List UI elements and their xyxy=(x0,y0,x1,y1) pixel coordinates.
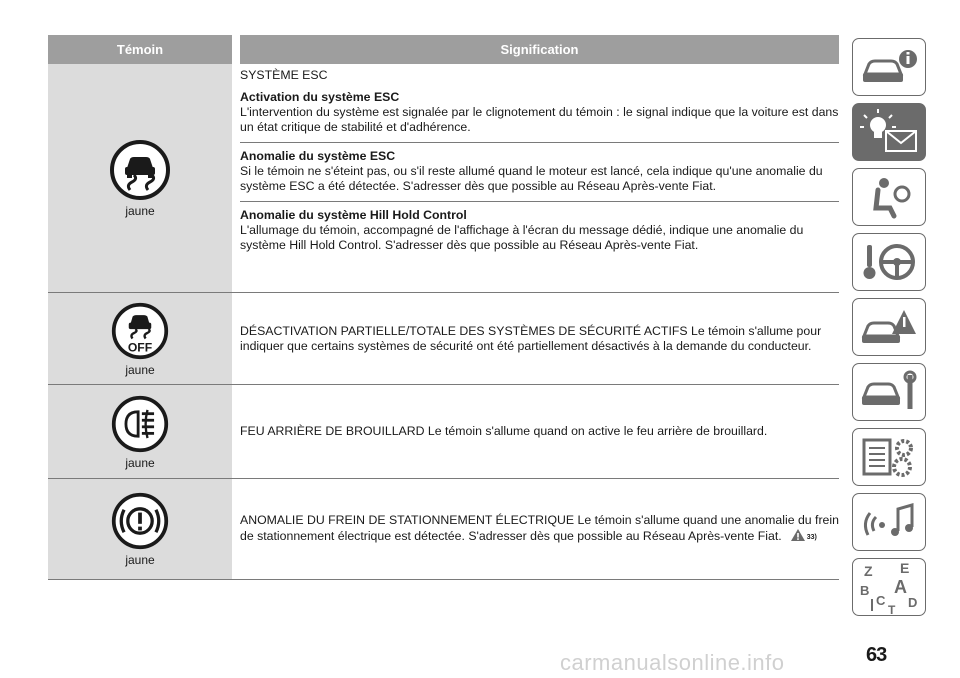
tab-maintenance[interactable] xyxy=(852,363,926,421)
car-accident-warning-icon xyxy=(858,304,920,350)
lamp-color-label: jaune xyxy=(125,362,155,377)
tab-safety[interactable] xyxy=(852,168,926,226)
section-text: L'allumage du témoin, accompagné de l'affichage à l'écran du message dédié, indique une anomalie du système Hill Hold Control. S'adresser dès que possible au Réseau Après-vente Fiat. xyxy=(240,223,804,252)
car-info-icon xyxy=(857,44,921,90)
section-text: Si le témoin ne s'éteint pas, ou s'il reste allumé quand le moteur est lancé, cela indique qu'une anomalie du système ESC a été détectée. S'adresser dès que possible au Réseau Après-vente Fiat. xyxy=(240,164,823,193)
tab-index[interactable] xyxy=(852,558,926,616)
table-row xyxy=(48,64,839,293)
airbag-seat-icon xyxy=(864,174,914,220)
section-heading: Anomalie du système ESC xyxy=(240,149,396,163)
page-number: 63 xyxy=(866,644,887,666)
alphabetical-index-icon xyxy=(856,559,922,615)
esc-off-icon xyxy=(110,301,170,361)
section-heading: Anomalie du système Hill Hold Control xyxy=(240,208,467,222)
svg-text:B: B xyxy=(860,583,870,598)
watermark: carmanualsonline.info xyxy=(560,650,785,675)
lamp-cell xyxy=(48,385,232,478)
tab-starting-driving[interactable] xyxy=(852,233,926,291)
car-maintenance-icon xyxy=(858,369,920,415)
row-title: SYSTÈME ESC xyxy=(240,68,328,82)
lamp-color-label: jaune xyxy=(125,553,155,567)
row-text: Le témoin s'allume quand on active le feu arrière de brouillard. xyxy=(427,424,768,438)
row-title: ANOMALIE DU FREIN DE STATIONNEMENT ÉLECTRIQUE xyxy=(240,513,575,527)
off-label: OFF xyxy=(127,340,153,355)
tab-multimedia[interactable] xyxy=(852,493,926,551)
table-row xyxy=(48,385,839,479)
meaning-cell xyxy=(240,385,839,478)
svg-text:T: T xyxy=(888,603,896,615)
svg-text:Z: Z xyxy=(864,563,873,579)
tab-emergency[interactable] xyxy=(852,298,926,356)
chapter-tabs xyxy=(852,38,928,623)
svg-text:E: E xyxy=(900,560,910,576)
lamp-cell xyxy=(48,64,232,292)
lamp-color-label: jaune xyxy=(125,455,155,470)
meaning-cell xyxy=(240,64,839,292)
row-title: DÉSACTIVATION PARTIELLE/TOTALE DES SYSTÈMES DE SÉCURITÉ ACTIFS xyxy=(240,323,688,338)
table-row xyxy=(48,479,839,580)
svg-text:D: D xyxy=(908,595,918,610)
tab-car-info[interactable] xyxy=(852,38,926,96)
section-heading: Activation du système ESC xyxy=(240,90,400,104)
table-header xyxy=(48,35,839,64)
specifications-gear-icon xyxy=(858,434,920,480)
svg-text:C: C xyxy=(876,593,886,608)
lamp-cell xyxy=(48,293,232,384)
row-text: Le témoin s'allume quand une anomalie du frein de stationnement électrique est détectée. S'adresser dès que possible au Réseau Après-vente Fiat. xyxy=(240,513,839,543)
header-temoin: Témoin xyxy=(116,42,164,57)
meaning-cell xyxy=(240,479,839,579)
svg-text:A: A xyxy=(894,577,907,597)
row-title: FEU ARRIÈRE DE BROUILLARD xyxy=(240,424,425,438)
lamp-cell xyxy=(48,479,232,579)
meaning-cell xyxy=(240,293,839,384)
rear-fog-light-icon xyxy=(110,394,170,454)
esc-skid-icon xyxy=(108,138,172,202)
parking-brake-warning-icon xyxy=(110,491,170,551)
lamp-color-label: jaune xyxy=(125,204,155,218)
warning-lights-table xyxy=(48,35,839,580)
warning-triangle-icon xyxy=(790,528,806,542)
row-text: Le témoin s'allume pour indiquer que certains systèmes de sécurité ont été partiellement désactivés à la demande du conducteur. xyxy=(240,323,822,353)
section-text: L'intervention du système est signalée par le clignotement du témoin : le signal indique que la voiture est dans un état critique de stabilité et d'adhérence. xyxy=(240,105,839,134)
header-signification: Signification xyxy=(500,42,579,57)
key-steering-wheel-icon xyxy=(859,239,919,285)
warning-light-message-icon xyxy=(856,107,922,157)
tab-specifications[interactable] xyxy=(852,428,926,486)
table-row xyxy=(48,293,839,385)
warning-reference: 33) xyxy=(806,534,817,541)
multimedia-music-icon xyxy=(858,499,920,545)
tab-warning-lights[interactable] xyxy=(852,103,926,161)
